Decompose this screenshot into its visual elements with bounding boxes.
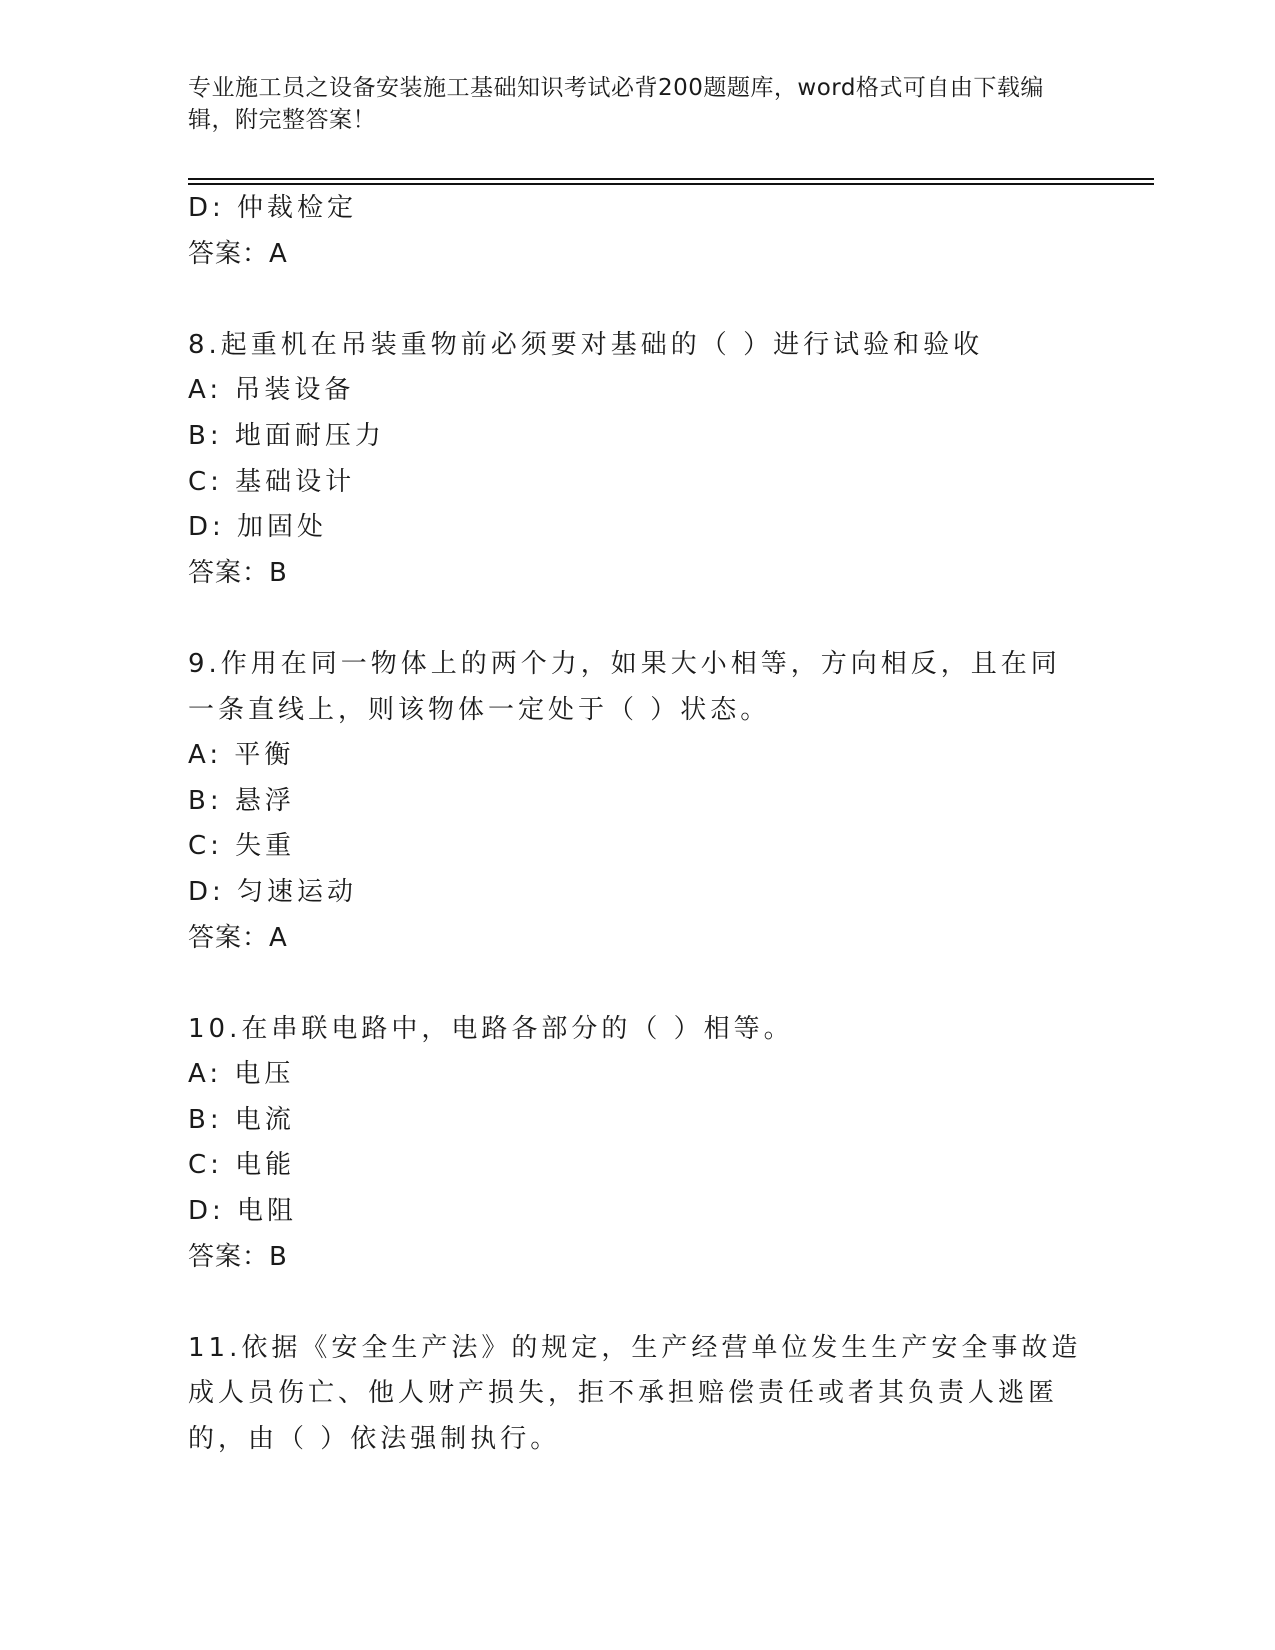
option-c: C: 电能 [188, 1150, 296, 1181]
question-stem: 11.依据《安全生产法》的规定，生产经营单位发生生产安全事故造成人员伤亡、他人财产损失，拒不承担赔偿责任或者其负责人逃匿的，由（ ）依法强制执行。 [188, 1332, 1082, 1455]
question-stem: 8.起重机在吊装重物前必须要对基础的（ ）进行试验和验收 [188, 329, 984, 360]
option-c: C: 失重 [188, 831, 296, 862]
answer-line: 答案：B [188, 557, 288, 588]
question-11 [188, 1326, 1088, 1463]
option-d: D: 匀速运动 [188, 876, 358, 907]
document-header: 专业施工员之设备安装施工基础知识考试必背200题题库，word格式可自由下载编辑，附完整答案！ [188, 75, 1044, 133]
option-b: B: 悬浮 [188, 785, 295, 816]
option-b: B: 电流 [188, 1104, 295, 1135]
option-d: D: 电阻 [188, 1196, 298, 1227]
option-a: A: 吊装设备 [188, 375, 355, 406]
header-rule-top [188, 178, 1154, 180]
option-a: A: 平衡 [188, 740, 295, 771]
answer-line: 答案：A [188, 238, 288, 269]
answer-line: 答案：A [188, 922, 288, 953]
question-10 [188, 1007, 1088, 1281]
answer-line: 答案：B [188, 1241, 288, 1272]
option-a: A: 电压 [188, 1059, 295, 1090]
question-8 [188, 323, 1088, 597]
option-d: D: 仲裁检定 [188, 193, 358, 223]
document-body [188, 186, 1088, 1463]
header-rule-bottom [188, 183, 1154, 185]
option-b: B: 地面耐压力 [188, 420, 385, 451]
option-c: C: 基础设计 [188, 466, 356, 497]
question-stem: 10.在串联电路中，电路各部分的（ ）相等。 [188, 1013, 794, 1044]
question-stem: 9.作用在同一物体上的两个力，如果大小相等，方向相反，且在同一条直线上，则该物体一定处于（ ）状态。 [188, 648, 1061, 725]
question-9 [188, 642, 1088, 961]
option-d: D: 加固处 [188, 512, 328, 543]
